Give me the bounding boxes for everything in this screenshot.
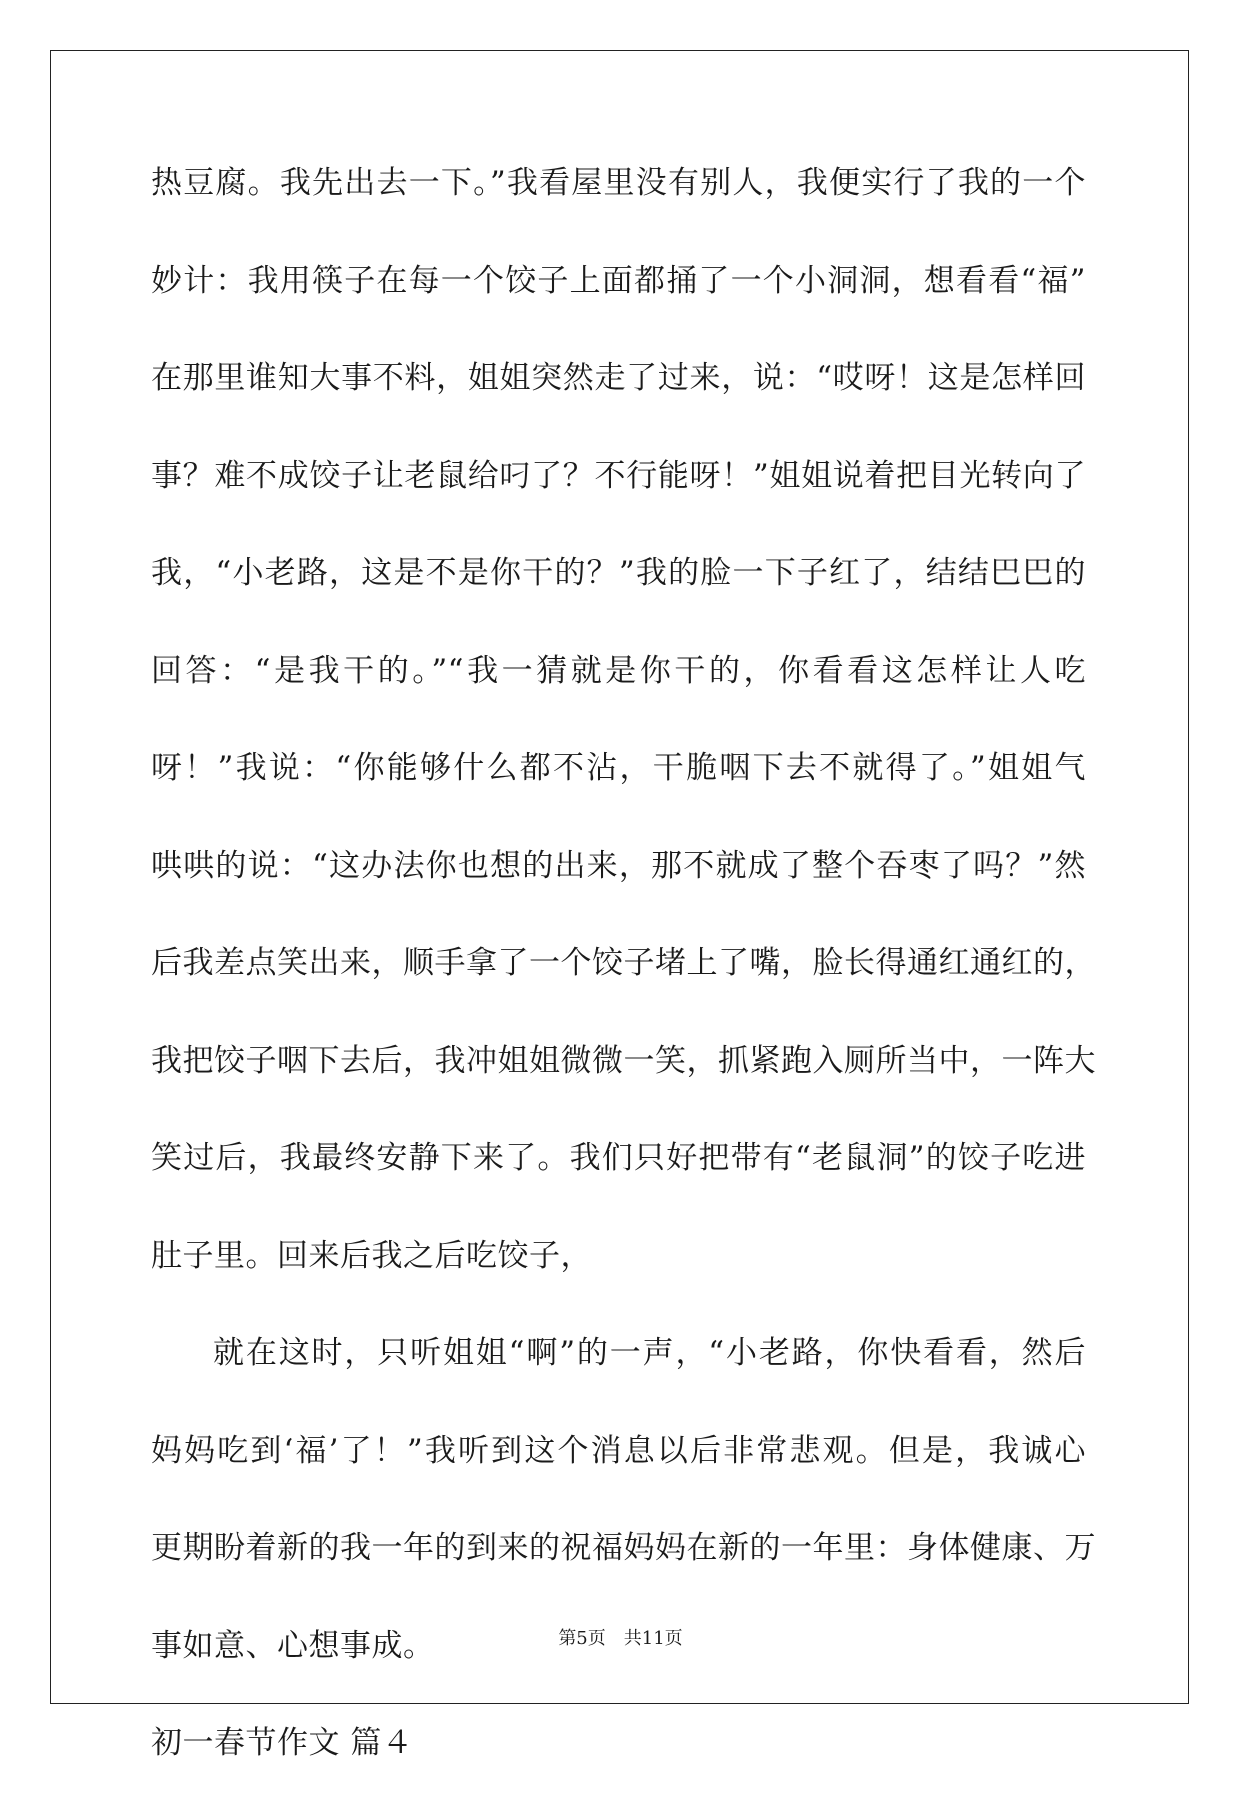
page-footer (0, 1624, 1241, 1650)
text-line: 就在这时，只听姐姐“啊”的一声，“小老路，你快看看，然后 (213, 1335, 1086, 1371)
text-line: 哄哄的说：“这办法你也想的出来，那不就成了整个吞枣了吗？”然 (151, 847, 1086, 884)
text-line: 回答：“是我干的。”“我一猜就是你干的，你看看这怎样让人吃 (151, 652, 1086, 689)
paragraph-2 (151, 1320, 1096, 1710)
text-line: 事如意、心想事成。 (151, 1627, 435, 1664)
text-line: 我，“小老路，这是不是你干的？”我的脸一下子红了，结结巴巴的 (151, 555, 1086, 591)
paragraph-1 (151, 150, 1096, 1320)
page-number: 第5页 (558, 1628, 606, 1649)
text-line: 我把饺子咽下去后，我冲姐姐微微一笑，抓紧跑入厕所当中，一阵大 (151, 1042, 1096, 1079)
text-line: 在那里谁知大事不料，姐姐突然走了过来，说：“哎呀！这是怎样回 (151, 360, 1086, 396)
section-heading: 初一春节作文 篇４ (151, 1725, 414, 1761)
text-line: 事？难不成饺子让老鼠给叼了？不行能呀！”姐姐说着把目光转向了 (151, 457, 1086, 494)
text-line: 肚子里。回来后我之后吃饺子， (151, 1237, 592, 1274)
text-line: 妈妈吃到‘福’了！”我听到这个消息以后非常悲观。但是，我诚心 (151, 1432, 1086, 1469)
text-line: 笑过后，我最终安静下来了。我们只好把带有“老鼠洞”的饺子吃进 (151, 1140, 1086, 1176)
text-line: 后我差点笑出来，顺手拿了一个饺子堵上了嘴，脸长得通红通红的， (151, 945, 1096, 981)
text-line: 热豆腐。我先出去一下。”我看屋里没有别人，我便实行了我的一个 (151, 165, 1086, 201)
text-line: 呀！”我说：“你能够什么都不沾，干脆咽下去不就得了。”姐姐气 (151, 750, 1086, 786)
document-body (151, 150, 1096, 1808)
text-line: 更期盼着新的我一年的到来的祝福妈妈在新的一年里：身体健康、万 (151, 1530, 1096, 1566)
text-line: 妙计：我用筷子在每一个饺子上面都捅了一个小洞洞，想看看“福” (151, 262, 1086, 299)
total-pages: 共11页 (623, 1628, 683, 1649)
